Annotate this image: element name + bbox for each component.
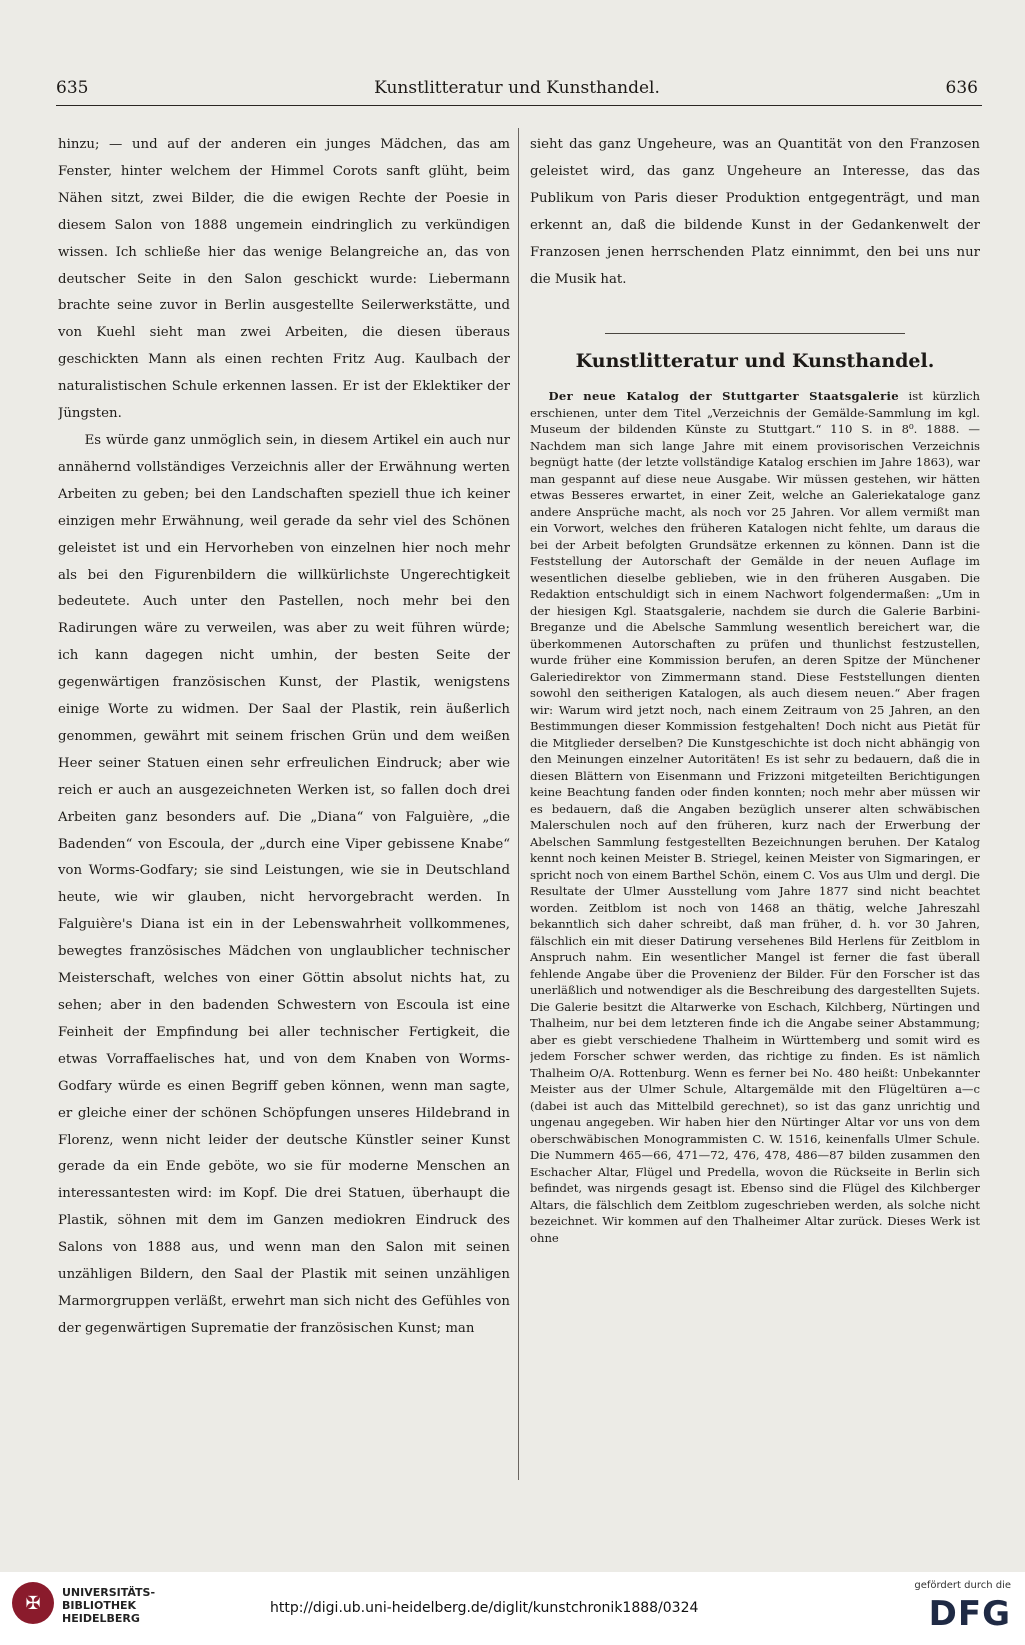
funded-by-label: gefördert durch die: [914, 1580, 1011, 1591]
university-line-2: BIBLIOTHEK: [62, 1599, 137, 1612]
dfg-logo: DFG: [928, 1594, 1011, 1634]
article-column: [530, 388, 980, 1482]
section-title: Kunstlitteratur und Kunsthandel.: [575, 350, 935, 372]
university-line-1: UNIVERSITÄTS-: [62, 1586, 156, 1599]
library-footer: [0, 1572, 1025, 1645]
running-title: Kunstlitteratur und Kunsthandel.: [374, 78, 660, 98]
page-number-left: 635: [56, 78, 89, 98]
page-number-right: 636: [945, 78, 978, 98]
section-separator: [605, 333, 905, 334]
column-divider: [518, 128, 519, 1480]
university-seal-icon: ✠: [12, 1582, 54, 1624]
left-paragraph-2: Es würde ganz unmöglich sein, in diesem Artikel ein auch nur annähernd vollständiges Verzeichnis aller der Erwähnung werten Arbeiten zu geben; bei den Landschaften speziell thue ich keiner einzigen mehr Erwähnung, weil gerade da sehr viel des Schönen geleistet ist und ein Hervorheben von einzelnen hier noch mehr als bei den Figurenbildern die willkürlichste Ungerechtigkeit bedeutete. Auch unter den Pastellen, noch mehr bei den Radirungen wäre zu verweilen, was aber zu weit führen würde; ich kann dagegen nicht umhin, der besten Seite der gegenwärtigen französischen Kunst, der Plastik, wenigstens einige Worte zu widmen. Der Saal der Plastik, rein äußerlich genommen, gewährt mit seinem frischen Grün und dem weißen Heer seiner Statuen einen sehr erfreulichen Eindruck; aber wie reich er auch an ausgezeichneten Werken ist, so fallen doch drei Arbeiten ganz besonders auf. Die „Diana“ von Falguière, „die Badenden“ von Escoula, der „durch eine Viper gebissene Knabe“ von Worms-Godfary; sie sind Leistungen, wie sie in Deutschland heute, wie wir glauben, nicht hervorgebracht werden. In Falguière's Diana ist ein in der Lebenswahrheit vollkommenes, bewegtes französisches Mädchen von unglaublicher technischer Meisterschaft, welches von einer Göttin absolut nichts hat, zu sehen; aber in den badenden Schwestern von Escoula ist eine Feinheit der Empfindung bei aller technischer Fertigkeit, die etwas Vorraffaelisches hat, und von dem Knaben von Worms-Godfary würde es einen Begriff geben können, wenn man sagte, er gleiche einer der schönen Schöpfungen unseres Hildebrand in Florenz, wenn nicht leider der deutsche Künstler seiner Kunst gerade da ein Ende geböte, wo sie für moderne Menschen an interessantesten wird: im Kopf. Die drei Statuen, überhaupt die Plastik, söhnen mit dem im Ganzen mediokren Eindruck des Salons von 1888 aus, und wenn man den Salon mit seinen unzähligen Bildern, den Saal der Plastik mit seinen unzähligen Marmorgruppen verläßt, erwehrt man sich nicht des Gefühles von der gegenwärtigen Suprematie der französischen Kunst; man: [58, 432, 510, 1336]
right-column-top: [530, 132, 980, 312]
article-body: ist kürzlich erschienen, unter dem Titel „Verzeichnis der Gemälde-Sammlung im kgl. Museum der bildenden Künste zu Stuttgart.“ 110 S. in 8⁰. 1888. — Nachdem man sich lange Jahre mit einem provisorischen Verzeichnis begnügt hatte (der letzte vollständige Katalog erschien im Jahre 1863), war man gespannt auf diese neue Ausgabe. Wir müssen gestehen, wir hätten etwas Besseres erwartet, in einer Zeit, welche an Galeriekataloge ganz andere Ansprüche macht, als noch vor 25 Jahren. Vor allem vermißt man ein Vorwort, welches den früheren Katalogen nicht fehlte, um daraus die bei der Arbeit befolgten Grundsätze erkennen zu können. Dann ist die Feststellung der Autorschaft der Gemälde in der neuen Auflage im wesentlichen dieselbe geblieben, wie in den früheren Ausgaben. Die Redaktion entschuldigt sich in einem Nachwort folgendermaßen: „Um in der hiesigen Kgl. Staatsgalerie, nachdem sie durch die Galerie Barbini-Breganze und die Abelsche Sammlung wesentlich bereichert war, die überkommenen Autorschaften zu prüfen und thunlichst festzustellen, wurde früher eine Kommission berufen, an deren Spitze der Münchener Galeriedirektor von Zimmermann stand. Diese Feststellungen dienten sowohl den seitherigen Katalogen, als auch diesem neuen.“ Aber fragen wir: Warum wird jetzt noch, nach einem Zeitraum von 25 Jahren, an den Bestimmungen dieser Kommission festgehalten! Doch nicht aus Pietät für die Mitglieder derselben? Die Kunstgeschichte ist doch nicht abhängig von den Meinungen einzelner Autoritäten! Es ist sehr zu bedauern, daß die in diesen Blättern von Eisenmann und Frizzoni mitgeteilten Berichtigungen keine Beachtung fanden oder finden konnten; noch mehr aber müssen wir es bedauern, daß die Angaben bezüglich unserer alten schwäbischen Malerschulen noch auf den früheren, kurz nach der Erwerbung der Abelschen Sammlung festgestellten Bezeichnungen beruhen. Der Katalog kennt noch keinen Meister B. Striegel, keinen Meister von Sigmaringen, er spricht noch von einem Barthel Schön, einem C. Vos aus Ulm und dergl. Die Resultate der Ulmer Ausstellung vom Jahre 1877 sind nicht beachtet worden. Zeitblom ist noch von 1468 an thätig, welche Jahreszahl bekanntlich sich daher schreibt, daß man früher, d. h. vor 30 Jahren, fälschlich ein mit dieser Datirung versehenes Bild Herlens für Zeitblom in Anspruch nahm. Ein wesentlicher Mangel ist ferner die fast überall fehlende Angabe über die Provenienz der Bilder. Für den Forscher ist das unerläßlich und notwendiger als die Beschreibung des dargestellten Sujets. Die Galerie besitzt die Altarwerke von Eschach, Kilchberg, Nürtingen und Thalheim, nur bei dem letzteren finde ich die Angabe seiner Abstammung; aber es giebt verschiedene Thalheim in Württemberg und somit wird es jedem Forscher schwer werden, das richtige zu finden. Es ist nämlich Thalheim O/A. Rottenburg. Wenn es ferner bei No. 480 heißt: Unbekannter Meister aus der Ulmer Schule, Altargemälde mit den Flügeltüren a—c (dabei ist auch das Mittelbild gerechnet), so ist das ganz unrichtig und ungenau angegeben. Wir haben hier den Nürtinger Altar vor uns von dem oberschwäbischen Monogrammisten C. W. 1516, keinenfalls Ulmer Schule. Die Nummern 465—66, 471—72, 476, 478, 486—87 bilden zusammen den Eschacher Altar, Flügel und Predella, wovon die Rückseite in Berlin sich befindet, was nirgends gesagt ist. Ebenso sind die Flügel des Kilchberger Altars, die fälschlich dem Zeitblom zugeschrieben werden, als solche nicht bezeichnet. Wir kommen auf den Thalheimer Altar zurück. Dieses Werk ist ohne: [530, 389, 980, 1245]
header-rule: [56, 105, 982, 106]
source-url-link[interactable]: http://digi.ub.uni-heidelberg.de/diglit/kunstchronik1888/0324: [270, 1600, 699, 1616]
page-header: [56, 78, 978, 108]
left-column: [58, 132, 510, 1482]
article-paragraph: [530, 388, 980, 1246]
university-line-3: HEIDELBERG: [62, 1612, 140, 1625]
article-lead: Der neue Katalog der Stuttgarter Staatsgalerie: [548, 389, 899, 403]
left-paragraph-1: hinzu; — und auf der anderen ein junges Mädchen, das am Fenster, hinter welchem der Himmel Corots sanft glüht, beim Nähen sitzt, zwei Bilder, die die ewigen Rechte der Poesie in diesem Salon von 1888 ungemein eindringlich zu verkündigen wissen. Ich schließe hier das wenige Belangreiche an, das von deutscher Seite in den Salon geschickt wurde: Liebermann brachte seine zuvor in Berlin ausgestellte Seilerwerkstätte, und von Kuehl sieht man zwei Arbeiten, die diesen überaus geschickten Mann als einen rechten Fritz Aug. Kaulbach der naturalistischen Schule erkennen lassen. Er ist der Eklektiker der Jüngsten.: [58, 137, 510, 422]
university-name: [62, 1586, 155, 1625]
right-top-paragraph: sieht das ganz Ungeheure, was an Quantität von den Franzosen geleistet wird, das ganz Ungeheure an Interesse, das das Publikum von Paris dieser Produktion entgegenträgt, und man erkennt an, daß die bildende Kunst in der Gedankenwelt der Franzosen jenen herrschenden Platz einnimmt, den bei uns nur die Musik hat.: [530, 137, 980, 287]
